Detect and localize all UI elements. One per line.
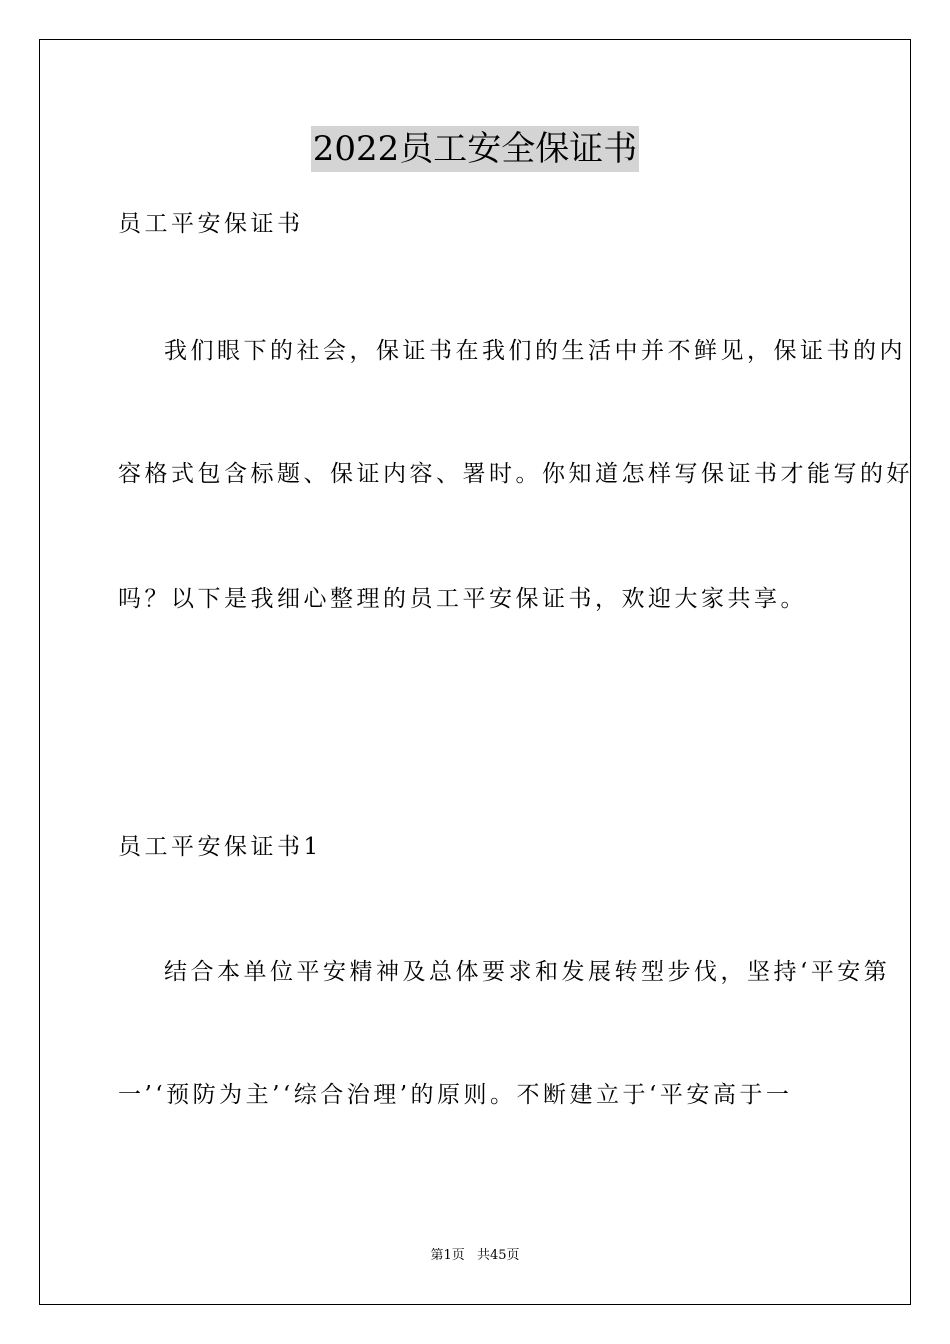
section-heading: 员工平安保证书 — [118, 211, 304, 237]
page-footer — [0, 1248, 950, 1264]
title-container — [0, 126, 950, 172]
page-total: 共45页 — [476, 1248, 520, 1263]
page-number: 第1页 — [430, 1248, 465, 1263]
section-heading: 员工平安保证书1 — [118, 834, 322, 860]
paragraph-line: 吗？以下是我细心整理的员工平安保证书，欢迎大家共享。 — [118, 586, 807, 612]
paragraph-line: 容格式包含标题、保证内容、署时。你知道怎样写保证书才能写的好 — [118, 461, 913, 487]
paragraph-line: 结合本单位平安精神及总体要求和发展转型步伐，坚持‘平安第 — [164, 959, 891, 985]
paragraph-line: 我们眼下的社会，保证书在我们的生活中并不鲜见，保证书的内 — [164, 338, 906, 364]
document-title: 2022员工安全保证书 — [311, 126, 640, 172]
paragraph-line: 一’‘预防为主’‘综合治理’的原则。不断建立于‘平安高于一 — [118, 1082, 793, 1108]
